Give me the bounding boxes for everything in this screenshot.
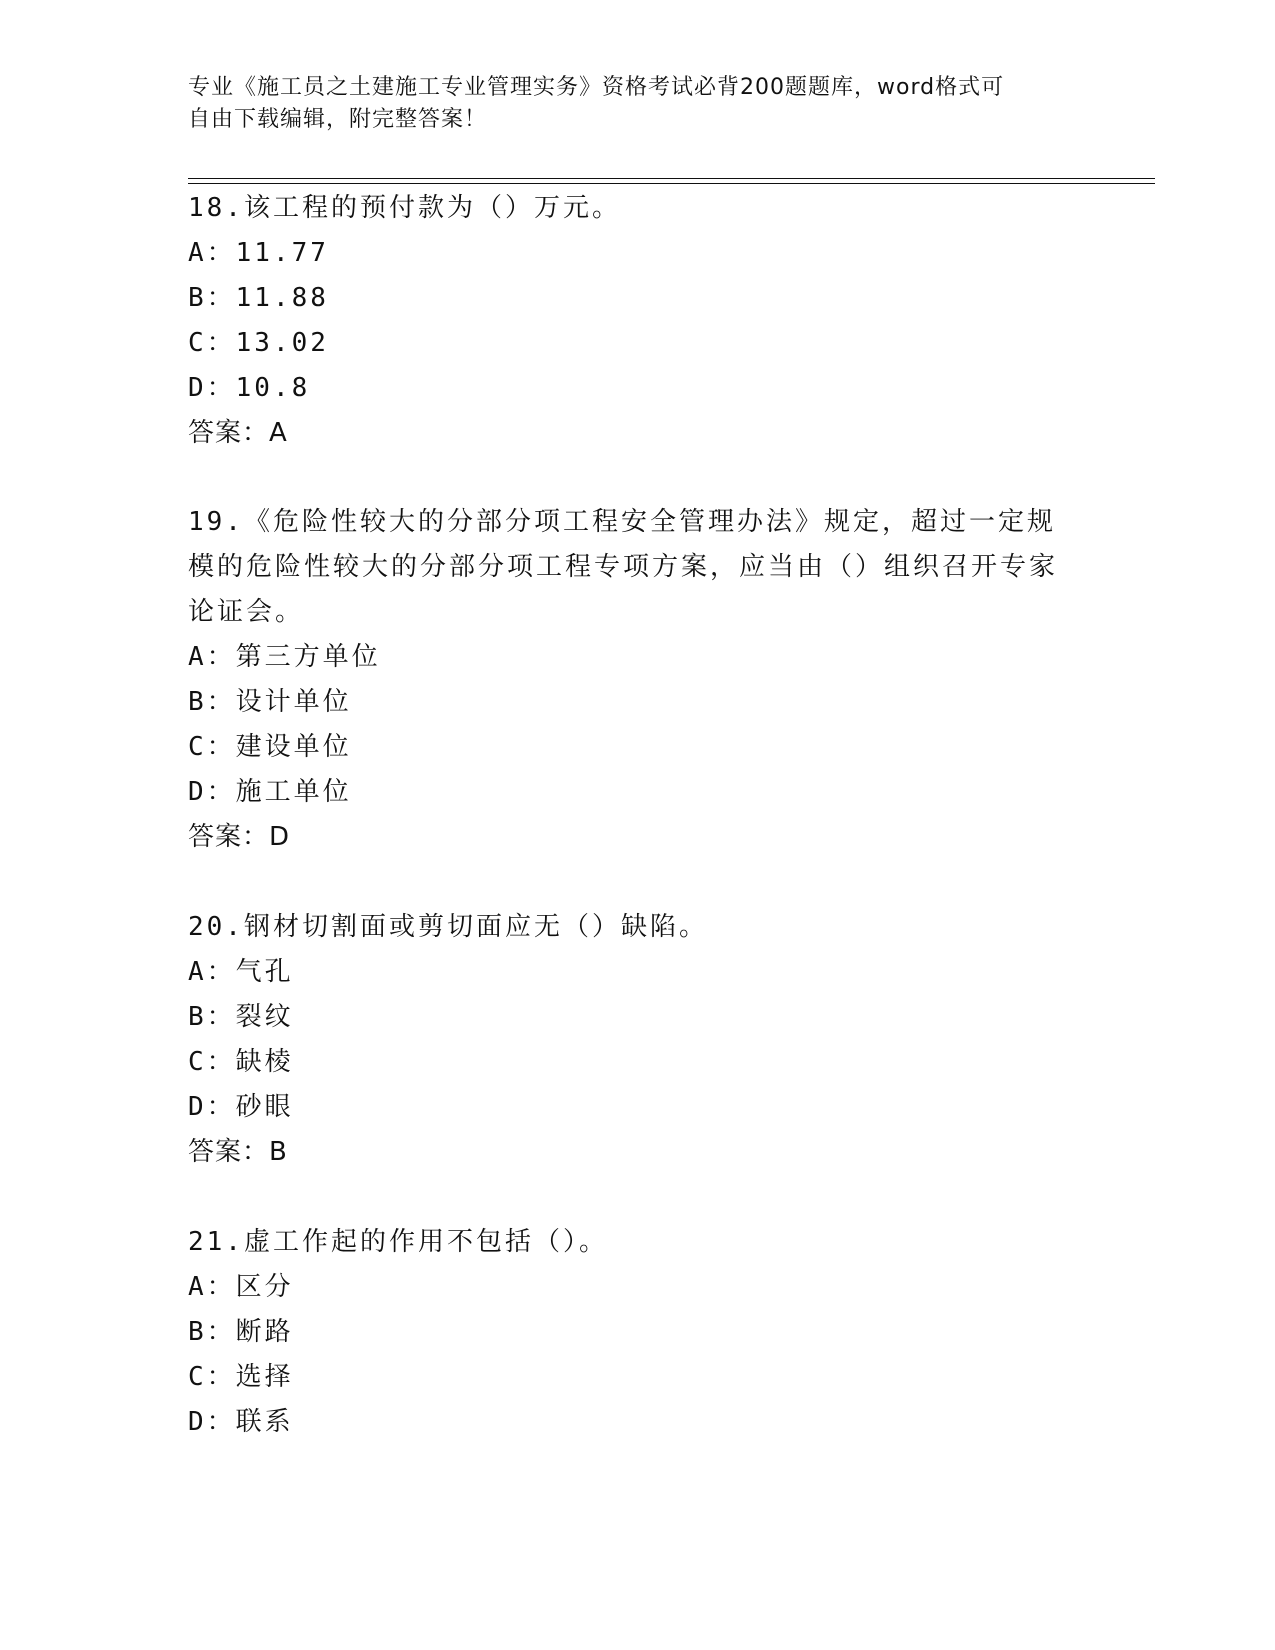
option-b: B：裂纹 bbox=[188, 1002, 294, 1032]
option-a: A：气孔 bbox=[188, 957, 294, 987]
option-a: A：11.77 bbox=[188, 238, 329, 268]
option-b: B：断路 bbox=[188, 1317, 294, 1347]
header-line-1: 专业《施工员之土建施工专业管理实务》资格考试必背200题题库，word格式可 bbox=[188, 75, 1005, 100]
answer: 答案：D bbox=[188, 822, 291, 852]
option-c: C：建设单位 bbox=[188, 732, 352, 762]
question-21 bbox=[188, 1220, 1088, 1445]
option-c: C：缺棱 bbox=[188, 1047, 294, 1077]
option-d: D：砂眼 bbox=[188, 1092, 294, 1122]
question-stem: 18.该工程的预付款为（）万元。 bbox=[188, 193, 621, 223]
header-divider-bottom bbox=[188, 183, 1155, 184]
question-18 bbox=[188, 186, 1088, 456]
option-c: C：13.02 bbox=[188, 328, 329, 358]
question-20 bbox=[188, 905, 1088, 1175]
option-b: B：11.88 bbox=[188, 283, 329, 313]
question-stem: 19.《危险性较大的分部分项工程安全管理办法》规定，超过一定规模的危险性较大的分部分项工程专项方案，应当由（）组织召开专家论证会。 bbox=[188, 507, 1059, 627]
option-d: D：10.8 bbox=[188, 373, 311, 403]
option-b: B：设计单位 bbox=[188, 687, 352, 717]
question-stem: 21.虚工作起的作用不包括（）。 bbox=[188, 1227, 608, 1257]
document-header bbox=[188, 72, 1088, 136]
question-stem: 20.钢材切割面或剪切面应无（）缺陷。 bbox=[188, 912, 708, 942]
question-19 bbox=[188, 500, 1058, 860]
option-d: D：施工单位 bbox=[188, 777, 352, 807]
header-line-2: 自由下载编辑，附完整答案！ bbox=[188, 107, 488, 132]
answer: 答案：B bbox=[188, 1137, 288, 1167]
option-a: A：第三方单位 bbox=[188, 642, 381, 672]
option-a: A：区分 bbox=[188, 1272, 294, 1302]
header-divider-top bbox=[188, 178, 1155, 179]
option-c: C：选择 bbox=[188, 1362, 294, 1392]
option-d: D：联系 bbox=[188, 1407, 294, 1437]
answer: 答案：A bbox=[188, 418, 288, 448]
